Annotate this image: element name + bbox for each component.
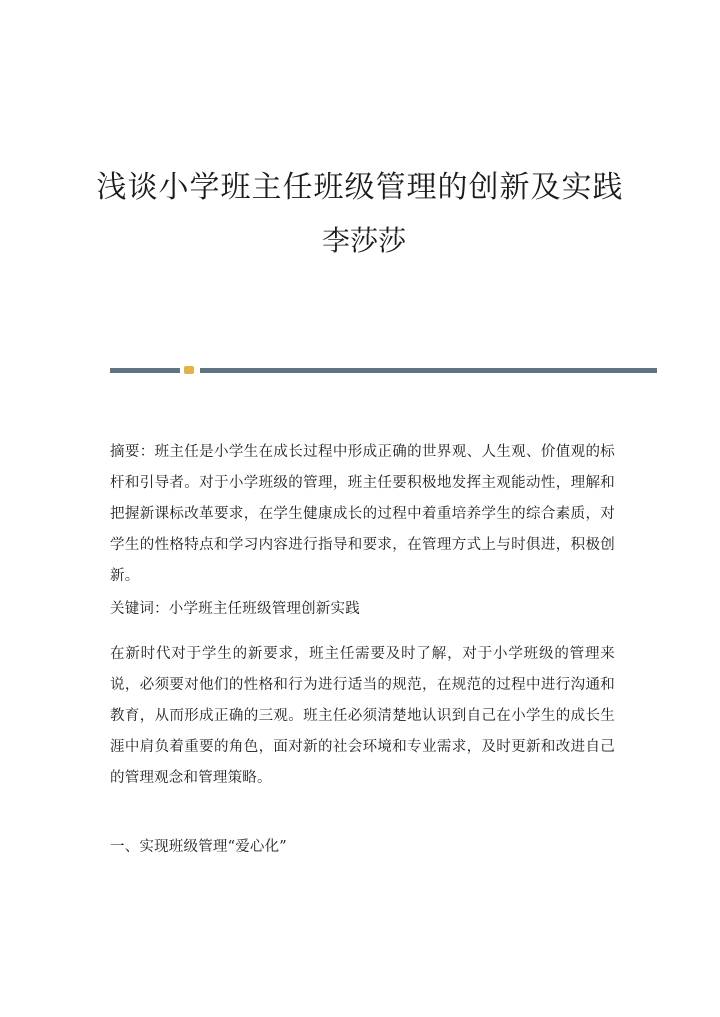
decorative-divider [110,366,657,375]
document-title: 浅谈小学班主任班级管理的创新及实践 [96,170,624,205]
abstract-paragraph: 摘要：班主任是小学生在成长过程中形成正确的世界观、人生观、价值观的标杆和引导者。对于小学班级的管理，班主任要积极地发挥主观能动性，理解和把握新课标改革要求，在学生健康成长的过程中着重培养学生的综合素质，对学生的性格特点和学习内容进行指导和要求，在管理方式上与时俱进，积极创新。 [110,444,615,584]
keywords-line: 关键词：小学班主任班级管理创新实践 [110,601,360,617]
section-heading: 一、实现班级管理“爱心化” [110,839,287,855]
divider-marker-icon [184,366,194,374]
body-paragraph: 在新时代对于学生的新要求，班主任需要及时了解，对于小学班级的管理来说，必须要对他们的性格和行为进行适当的规范，在规范的过程中进行沟通和教育，从而形成正确的三观。班主任必须清楚地认识到自己在小学生的成长生涯中肩负着重要的角色，面对新的社会环境和专业需求，及时更新和改进自己的管理观念和管理策略。 [110,646,615,786]
author-name: 李莎莎 [321,224,406,257]
divider-left-bar [110,368,180,373]
divider-right-bar [200,368,657,373]
